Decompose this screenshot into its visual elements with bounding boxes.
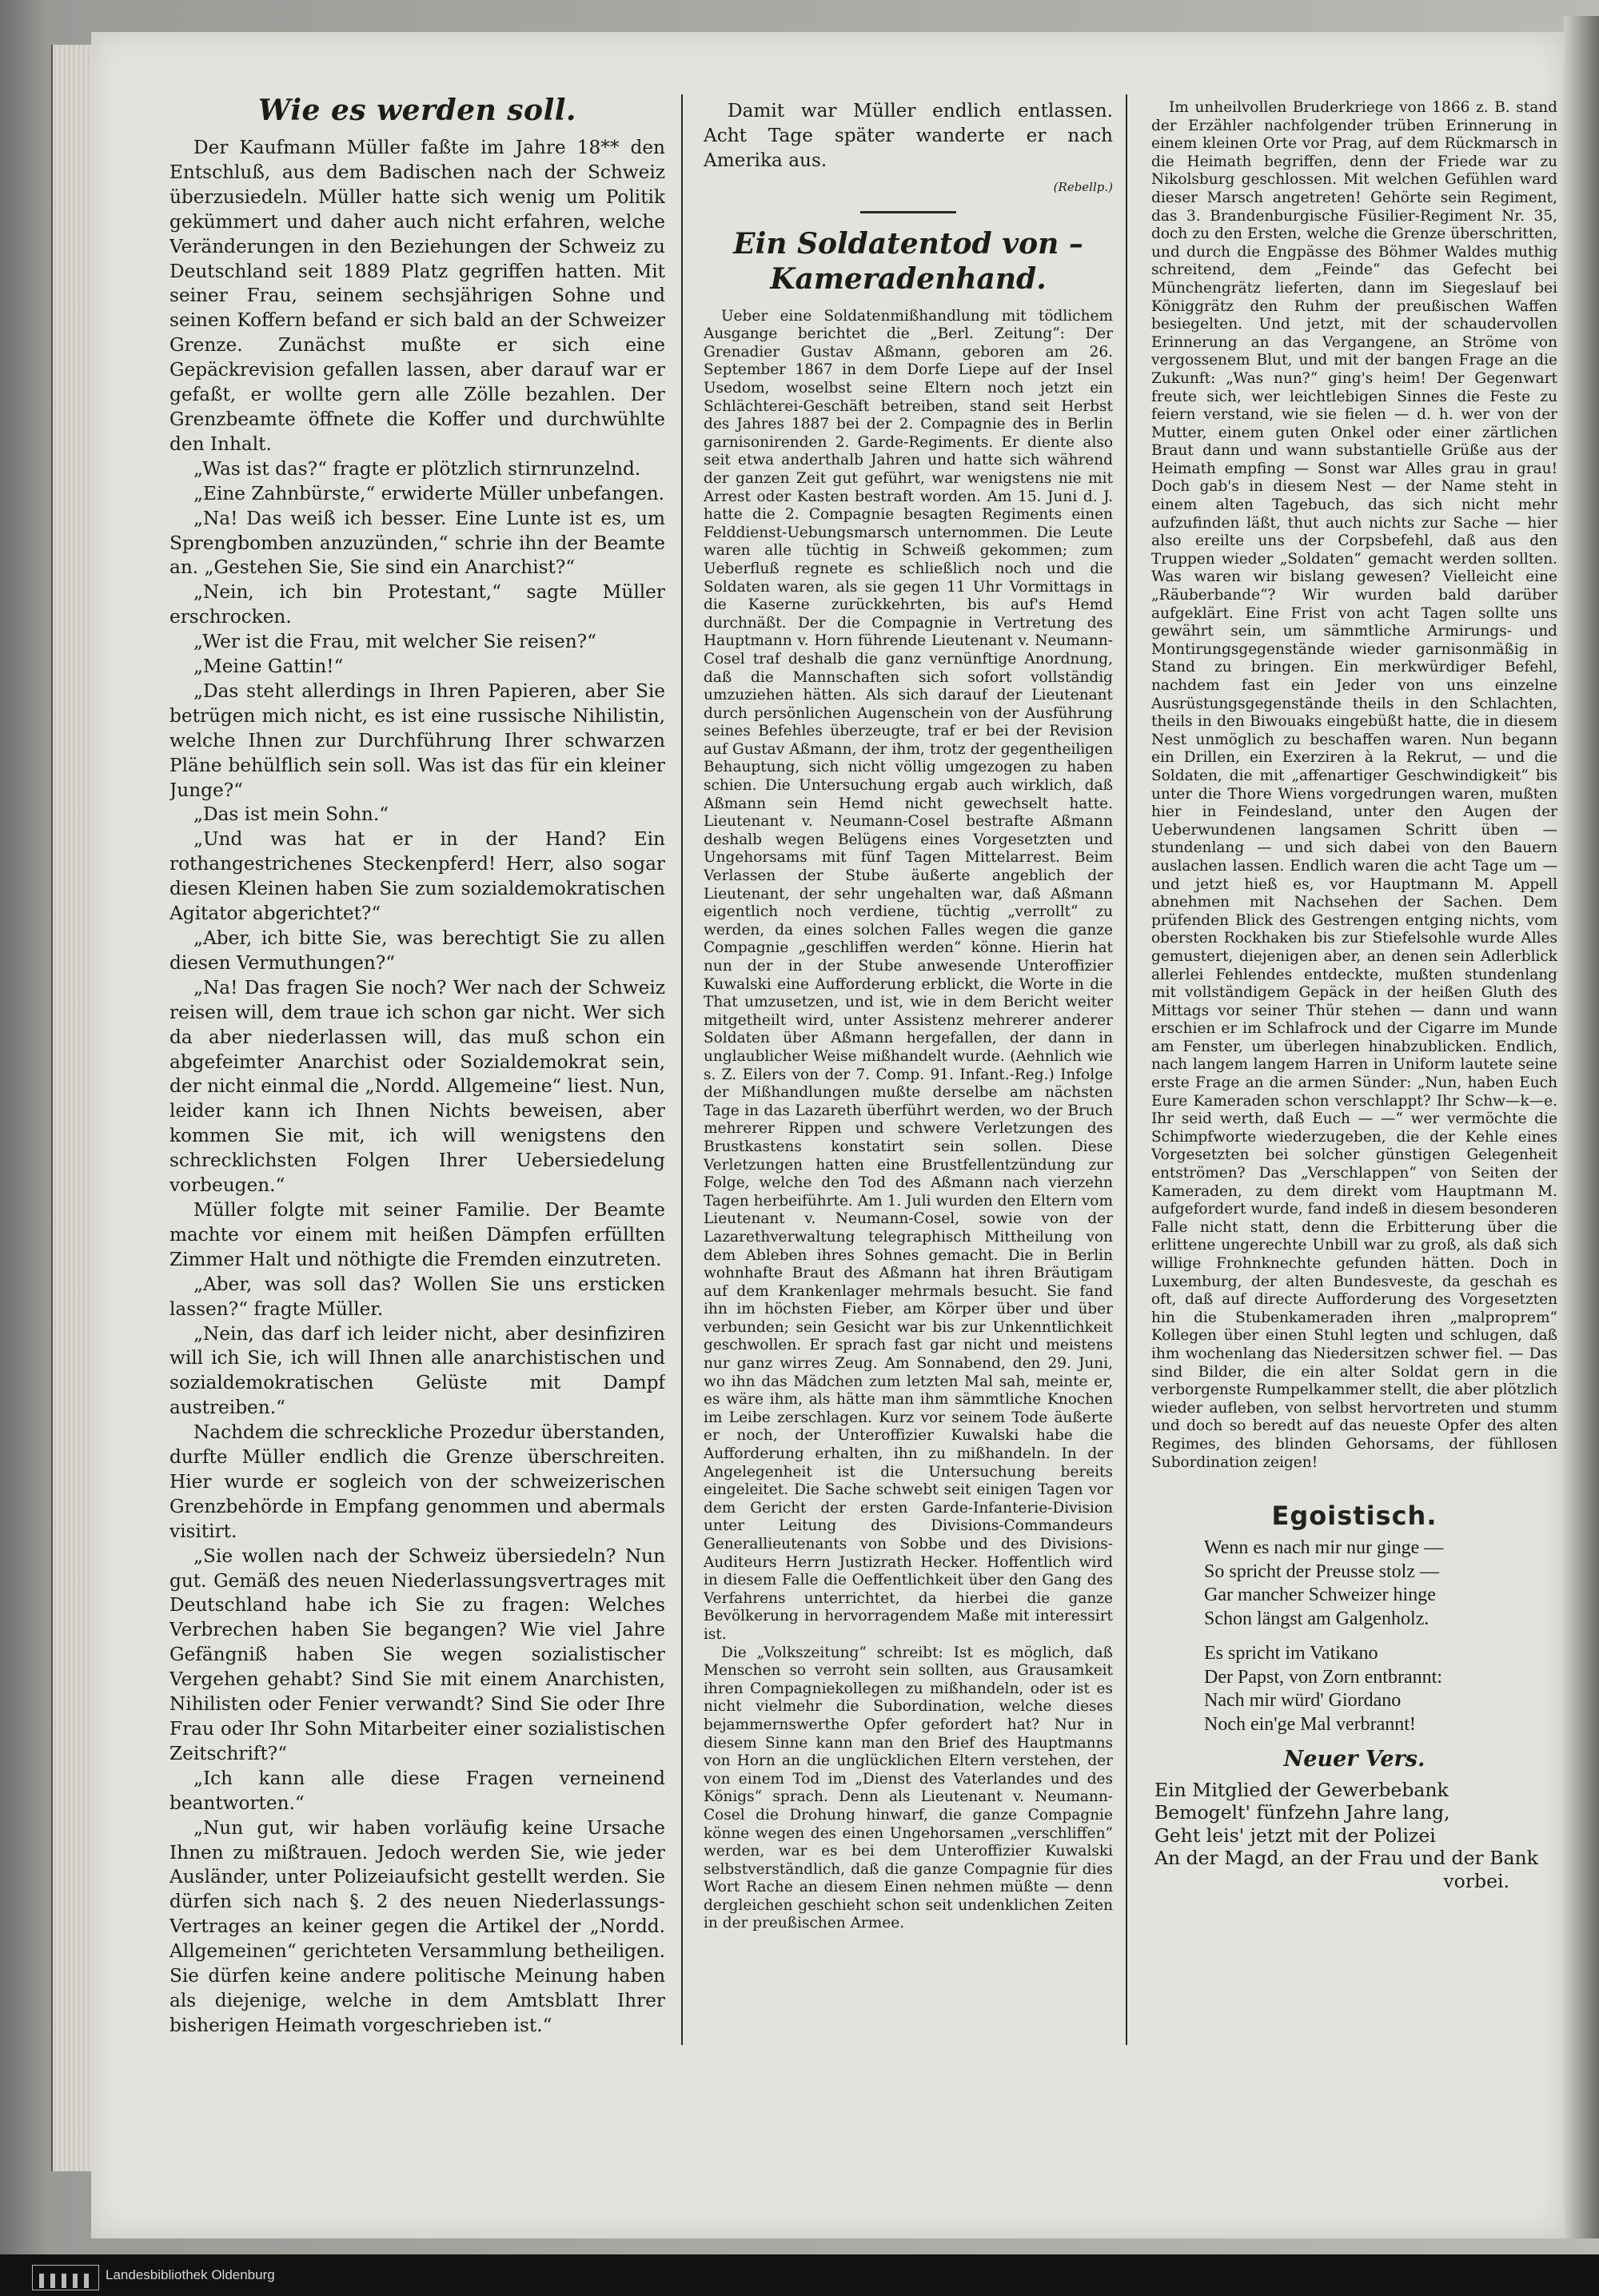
poem1-stanza <box>1204 1537 1557 1631</box>
article1-paragraph: „Was ist das?“ fragte er plötzlich stirnrunzelnd. <box>193 457 641 480</box>
article1-paragraph: „Na! Das weiß ich besser. Eine Lunte ist es, um Sprengbomben anzuzünden,“ schrie ihn der Beamte an. „Gestehen Sie, Sie sind ein Anarchist?“ <box>169 507 665 579</box>
article2-continuation <box>1151 99 1557 1472</box>
column-3 <box>1151 99 1557 2146</box>
poem1-line: Noch ein'ge Mal verbrannt! <box>1204 1713 1416 1735</box>
poem1-stanza <box>1204 1642 1557 1736</box>
article2-paragraph: Im unheilvollen Bruderkriege von 1866 z. B. stand der Erzähler nachfolgender trüben Erinnerung in einem kleinen Orte vor Prag, auf dem Rückmarsch in die Heimath begriffen, denn der Friede war zu Nikolsburg geschlossen. Mit welchen Gefühlen ward dieser Marsch angetreten! Gehörte sein Regiment, das 3. Brandenburgische Füsilier-Regiment Nr. 35, doch zu den Ersten, welche die Grenze überschritten, und durch die Engpässe des Böhmer Waldes muthig schreitend, dem „Feinde“ das Gefecht bei Münchengrätz lieferten, dann im Siegeslauf bei Königgrätz den Ruhm der preußischen Waffen besiegelten. Und jetzt, mit der schaudervollen Erinnerung an das Vergangene, an Ströme von vergossenem Blut, und mit der bangen Frage an die Zukunft: „Was nun?“ ging's heim! Der Gegenwart freute sich, wer leichtlebigen Sinnes die Feste zu feiern verstand, wie sie fielen — d. h. wer von der Mutter, einem guten Onkel oder einer zärtlichen Braut dann und wann substantielle Grüße aus der Heimath empfing — Sonst war Alles grau in grau! Doch gab's in diesem Nest — der Name steht in einem alten Tagebuch, das sich nicht mehr aufzufinden läßt, thut auch nichts zur Sache — hier also ereilte uns der Corpsbefehl, daß aus den Truppen wieder „Soldaten“ gemacht werden sollten. Was waren wir bislang gewesen? Vielleicht eine „Räuberbande“? Wir wurden bald darüber aufgeklärt. Eine Frist von acht Tagen sollte uns gewährt sein, um sämmtliche Armirungs- und Montirungsgegenstände wieder garnisonmäßig in Stand zu bringen. Ein merkwürdiger Befehl, nachdem fast ein Jeder von uns einzelne Ausrüstungsgegenstände theils in den Schlachten, theils in den Biwouaks eingebüßt hatte, die in diesem Nest unmöglich zu beschaffen waren. Nun begann ein Drillen, ein Exerziren à la Rekrut, — und die Soldaten, die mit „affenartiger Geschwindigkeit“ bis unter die Thore Wiens vorgedrungen waren, mußten hier in Feindesland, unter den Augen der Ueberwundenen langsamen Schritt üben — stundenlang — und sich dabei von den Bauern auslachen lassen. Endlich waren die acht Tage um — und jetzt hieß es, vor Hauptmann M. Appell abnehmen mit Nachsehen der Sachen. Dem prüfenden Blick des Gestrengen entging nichts, vom obersten Rockhaken bis zur Stiefelsohle wurde Alles gemustert, diejenigen aber, an denen sein Adlerblick allerlei Fehlendes entdeckte, mußten stundenlang mit vollständigem Gepäck in der heißen Gluth des Mittags vor seiner Thür stehen — dann und wann erschien er im Schlafrock und der Cigarre im Munde am Fenster, um überlegen hinabzublicken. Endlich, nach langem langem Harren in Uniform lautete seine erste Frage an die armen Sünder: „Nun, haben Euch Eure Kameraden schon verschlappt? Ihr Schw—k—e. Ihr seid werth, daß Euch — —“ wer vermöchte die Schimpfworte wiederzugeben, die der Kehle eines Vorgesetzten bei solcher günstigen Gelegenheit entströmen? Das „Verschlappen“ von Seiten der Kameraden, zu dem direkt vom Hauptmann M. aufgefordert wurde, fand indeß in diesem besonderen Falle nicht statt, denn die Erbitterung über die erlittene ungerechte Unbill war zu groß, als daß sich willige Frohnknechte gefunden hätten. Doch in Luxemburg, der alten Bundesveste, da geschah es oft, daß auf directe Aufforderung des Vorgesetzten hin die Stubenkameraden ihren „malproprem“ Kollegen über einen Stuhl legten und schlugen, daß ihm wochenlang das Niedersitzen schwer fiel. — Das sind Bilder, die ein alter Soldat gern in die verborgenste Rumpelkammer stellt, die aber plötzlich wieder aufleben, von selbst hervortreten und stumm und doch so beredt auf das neueste Opfer des alten Regimes, des blinden Gehorsams, der fühllosen Subordination zeigen! <box>1151 99 1557 1471</box>
article1-paragraph: „Das steht allerdings in Ihren Papieren, aber Sie betrügen mich nicht, es ist eine russische Nihilistin, welche Ihnen zur Durchführung Ihrer schwarzen Pläne behülflich sein soll. Was ist das für ein kleiner Junge?“ <box>169 680 665 801</box>
article2-paragraph: Ueber eine Soldatenmißhandlung mit tödlichem Ausgange berichtet die „Berl. Zeitung“: Der Grenadier Gustav Aßmann, geboren am 26. September 1867 in dem Dorfe Liepe auf der Insel Usedom, woselbst seine Eltern noch jetzt ein Schlächterei-Geschäft betreiben, stand seit Herbst des Jahres 1887 bei der 2. Compagnie des in Berlin garnisonirenden 2. Garde-Regiments. Er diente also seit etwa anderthalb Jahren und hatte sich während der ganzen Zeit gut geführt, war wenigstens nie mit Arrest oder Kasten bestraft worden. Am 15. Juni d. J. hatte die 2. Compagnie besagten Regiments einen Felddienst-Uebungsmarsch unternommen. Die Leute waren alle tüchtig in Schweiß gekommen; zum Ueberfluß regnete es schließlich noch und die Soldaten waren, als sie gegen 11 Uhr Vormittags in die Kaserne zurückkehrten, bis auf's Hemd durchnäßt. Der die Compagnie in Vertretung des Hauptmann v. Horn führende Lieutenant v. Neumann-Cosel traf deshalb die ganz vernünftige Anordnung, daß die Mannschaften sich sofort vollständig umzuziehen hätten. Als sich darauf der Lieutenant durch persönlichen Augenschein von der Ausführung seines Befehles überzeugte, traf er bei der Revision auf Gustav Aßmann, der ihm, trotz der gegentheiligen Behauptung, sich nicht völlig umgezogen zu haben schien. Die Untersuchung ergab auch wirklich, daß Aßmann sein Hemd nicht gewechselt hatte. Lieutenant v. Neumann-Cosel bestrafte Aßmann deshalb wegen Belügens eines Vorgesetzten und Ungehorsams mit fünf Tagen Mittelarrest. Beim Verlassen der Stube äußerte angeblich der Lieutenant, der sehr ungehalten war, daß Aßmann eigentlich noch verdiene, tüchtig „verrollt“ zu werden, da eines solchen Falles wegen die ganze Compagnie „geschliffen werden“ könne. Hierin hat nun der in der Stube anwesende Unteroffizier Kuwalski eine Aufforderung erblickt, die Worte in die That umzusetzen, und ist, wie in dem Bericht weiter mitgetheilt wird, unter Assistenz mehrerer anderer Soldaten über Aßmann hergefallen, der dann in unglaublicher Weise mißhandelt wurde. (Aehnlich wie s. Z. Eilers von der 7. Comp. 91. Infant.-Reg.) Infolge der Mißhandlungen mußte derselbe am nächsten Tage in das Lazareth überführt werden, wo der Bruch mehrerer Rippen und schwere Verletzungen des Brustkastens konstatirt sein sollen. Diese Verletzungen hatten eine Brustfellentzündung zur Folge, welche den Tod des Aßmann nach vierzehn Tagen herbeiführte. Am 1. Juli wurden den Eltern vom Lieutenant v. Neumann-Cosel, sowie von der Lazarethverwaltung telegraphisch Mittheilung von dem Ableben ihres Sohnes gemacht. Die in Berlin wohnhafte Braut des Aßmann hat ihren Bräutigam auf dem Krankenlager mehrmals besucht. Sie fand ihn im höchsten Fieber, am Körper über und über verbunden; sein Gesicht war bis zur Unkenntlichkeit geschwollen. Er sprach fast gar nicht und meistens nur ganz wirres Zeug. Am Sonnabend, den 29. Juni, wo ihn das Mädchen zum letzten Mal sah, meinte er, es wäre ihm, als hätte man ihm sämmtliche Knochen im Leibe zerschlagen. Kurz vor seinem Tode äußerte er noch, der Unteroffizier Kuwalski habe die Aufforderung erhalten, ihn zu mißhandeln. In der Angelegenheit ist die Untersuchung bereits eingeleitet. Die Sache schwebt seit einigen Tagen vor dem Gericht der ersten Garde-Infanterie-Division unter Leitung des Divisions-Commandeurs Generallieutenants von Sobbe und des Divisions-Auditeurs Herrn Justizrath Hecker. Hoffentlich wird in diesem Falle die Oeffentlichkeit über den Gang des Verfahrens unterrichtet, da hierbei die ganze Bevölkerung in hervorragendem Maße mit interessirt ist. <box>704 307 1113 1643</box>
article-separator <box>860 211 956 213</box>
article1-paragraph: Müller folgte mit seiner Familie. Der Beamte machte vor einem mit heißen Dämpfen erfüllten Zimmer Halt und nöthigte die Fremden einzutreten. <box>169 1198 665 1270</box>
article1-paragraph: Nachdem die schreckliche Prozedur überstanden, durfte Müller endlich die Grenze überschreiten. Hier wurde er sogleich von der schweizerischen Grenzbehörde in Empfang genommen und abermals visitirt. <box>169 1421 665 1542</box>
article2-paragraph: Die „Volkszeitung“ schreibt: Ist es möglich, daß Menschen so verroht sein sollten, aus Grausamkeit ihren Compagniekollegen zu mißhandeln, oder ist es nicht vielmehr die Subordination, welche dieses bejammernswerthe Opfer gefordert hat? Nur in diesem Sinne kann man den Brief des Hauptmanns von Horn an die unglücklichen Eltern verstehen, der von einem Tod im „Dienst des Vaterlandes und des Königs“ sprach. Denn als Lieutenant v. Neumann-Cosel die Drohung hinwarf, die ganze Compagnie könne wegen des einen Ungehorsamen „verschliffen“ werden, war es bei dem Unteroffizier Kuwalski selbstverständlich, daß die ganze Compagnie für dies Wort Rache an diesem Einen nehmen müßte — denn dergleichen geschieht schon seit undenklichen Zeiten in der preußischen Armee. <box>704 1644 1113 1932</box>
column-rule-2 <box>1126 94 1127 2045</box>
column-rule-1 <box>681 94 683 2045</box>
column-1 <box>169 94 665 2141</box>
article1-paragraph: „Eine Zahnbürste,“ erwiderte Müller unbefangen. <box>193 482 665 504</box>
article1-paragraph: „Nein, das darf ich leider nicht, aber desinfiziren will ich Sie, ich will Ihnen alle anarchistischen und sozialdemokratischen Gelüste mit Dampf austreiben.“ <box>169 1322 665 1419</box>
poem1-line: Wenn es nach mir nur ginge — <box>1204 1537 1444 1559</box>
article1-source-line <box>704 173 1113 200</box>
article1-paragraph: „Das ist mein Sohn.“ <box>193 803 389 826</box>
article1-body <box>169 136 665 2039</box>
poem2 <box>1151 1779 1557 1893</box>
article1-paragraph: „Meine Gattin!“ <box>193 656 344 678</box>
article1-title: Wie es werden soll. <box>258 94 576 127</box>
poem1-line: So spricht der Preusse stolz — <box>1204 1561 1439 1582</box>
article2-title: Ein Soldatentod von – Kameradenhand. <box>733 226 1083 296</box>
article1-source: (Rebellp.) <box>1053 179 1113 194</box>
article1-paragraph: „Ich kann alle diese Fragen verneinend beantworten.“ <box>169 1767 665 1814</box>
article1-paragraph: Damit war Müller endlich entlassen. Acht Tage später wanderte er nach Amerika aus. <box>704 100 1113 171</box>
library-building-icon <box>32 2265 99 2290</box>
library-name: Landesbibliothek Oldenburg <box>106 2267 275 2282</box>
poem2-line: Geht leis' jetzt mit der Polizei <box>1154 1824 1436 1847</box>
book-page-edge-right <box>1564 16 1599 2238</box>
poem1-line: Schon längst am Galgenholz. <box>1204 1608 1430 1629</box>
article1-paragraph: „Sie wollen nach der Schweiz übersiedeln? Nun gut. Gemäß des neuen Niederlassungsvertrages mit Deutschland habe ich Sie zu fragen: Welches Verbrechen haben Sie begangen? Wie viel Jahre Gefängniß haben Sie wegen sozialistischer Vergehen gehabt? Sind Sie mit einem Anarchisten, Nihilisten oder Fenier verwandt? Sind Sie oder Ihre Frau oder Ihr Sohn Mitarbeiter einer sozialistischen Zeitschrift?“ <box>169 1545 665 1764</box>
article1-paragraph: „Nun gut, wir haben vorläufig keine Ursache Ihnen zu mißtrauen. Jedoch werden Sie, wie jeder Ausländer, unter Polizeiaufsicht gestellt werden. Sie dürfen sich nach §. 2 des neuen Niederlassungs-Vertrages an keiner gegen die Artikel der „Nordd. Allgemeinen“ gerichteten Versammlung betheiligen. Sie dürfen keine andere politische Meinung haben als diejenige, welche in dem Amtsblatt Ihrer bisherigen Heimath vorgeschrieben ist.“ <box>169 1816 665 2036</box>
poem2-line: An der Magd, an der Frau und der Bank <box>1154 1847 1538 1870</box>
article1-paragraph: „Aber, ich bitte Sie, was berechtigt Sie zu allen diesen Vermuthungen?“ <box>169 927 665 974</box>
poem2-title: Neuer Vers. <box>1283 1747 1426 1772</box>
poem2-line: Ein Mitglied der Gewerbebank <box>1154 1778 1449 1801</box>
article1-paragraph: „Und was hat er in der Hand? Ein rothangestrichenes Steckenpferd! Herr, also sogar diesen Kleinen haben Sie zum sozialdemokratischen Agitator abgerichtet?“ <box>169 828 665 925</box>
article2-body <box>704 308 1113 1933</box>
article1-paragraph: „Wer ist die Frau, mit welcher Sie reisen?“ <box>193 631 596 653</box>
poem1-line: Nach mir würd' Giordano <box>1204 1690 1402 1712</box>
poem2-line: Bemogelt' fünfzehn Jahre lang, <box>1154 1801 1450 1824</box>
poem1 <box>1151 1537 1557 1736</box>
article1-paragraph: „Aber, was soll das? Wollen Sie uns ersticken lassen?“ fragte Müller. <box>169 1273 665 1320</box>
column-2 <box>704 99 1113 2146</box>
poem1-title: Egoistisch. <box>1271 1501 1438 1532</box>
article1-paragraph: „Na! Das fragen Sie noch? Wer nach der Schweiz reisen will, dem traue ich schon gar nicht. Wer sich da aber niederlassen will, das muß schon ein abgefeimter Anarchist oder Sozialdemokrat sein, der nicht einmal die „Nordd. Allgemeine“ liest. Nun, leider kann ich Ihnen Nichts beweisen, aber kommen Sie mit, ich will wenigstens den schrecklichsten Folgen Ihrer Uebersiedelung vorbeugen.“ <box>169 976 665 1197</box>
article1-paragraph: Der Kaufmann Müller faßte im Jahre 18** den Entschluß, aus dem Badischen nach der Schweiz überzusiedeln. Müller hatte sich wenig um Politik gekümmert und daher auch nicht erfahren, welche Veränderungen in den Beziehungen der Schweiz zu Deutschland seit 1889 Platz gegriffen hatten. Mit seiner Frau, seinem sechsjährigen Sohne und seinen Koffern befand er sich bald an der Schweizer Grenze. Zunächst mußte er sich eine Gepäckrevision gefallen lassen, aber darauf war er gefaßt, er wollte gern alle Zölle bezahlen. Der Grenzbeamte öffnete die Koffer und durchwühlte den Inhalt. <box>169 137 665 455</box>
poem2-line: vorbei. <box>1443 1869 1509 1892</box>
poem1-line: Es spricht im Vatikano <box>1204 1643 1378 1664</box>
article1-paragraph: „Nein, ich bin Protestant,“ sagte Müller erschrocken. <box>169 581 665 628</box>
poem1-line: Gar mancher Schweizer hinge <box>1204 1584 1436 1606</box>
poem1-line: Der Papst, von Zorn entbrannt: <box>1204 1666 1442 1688</box>
